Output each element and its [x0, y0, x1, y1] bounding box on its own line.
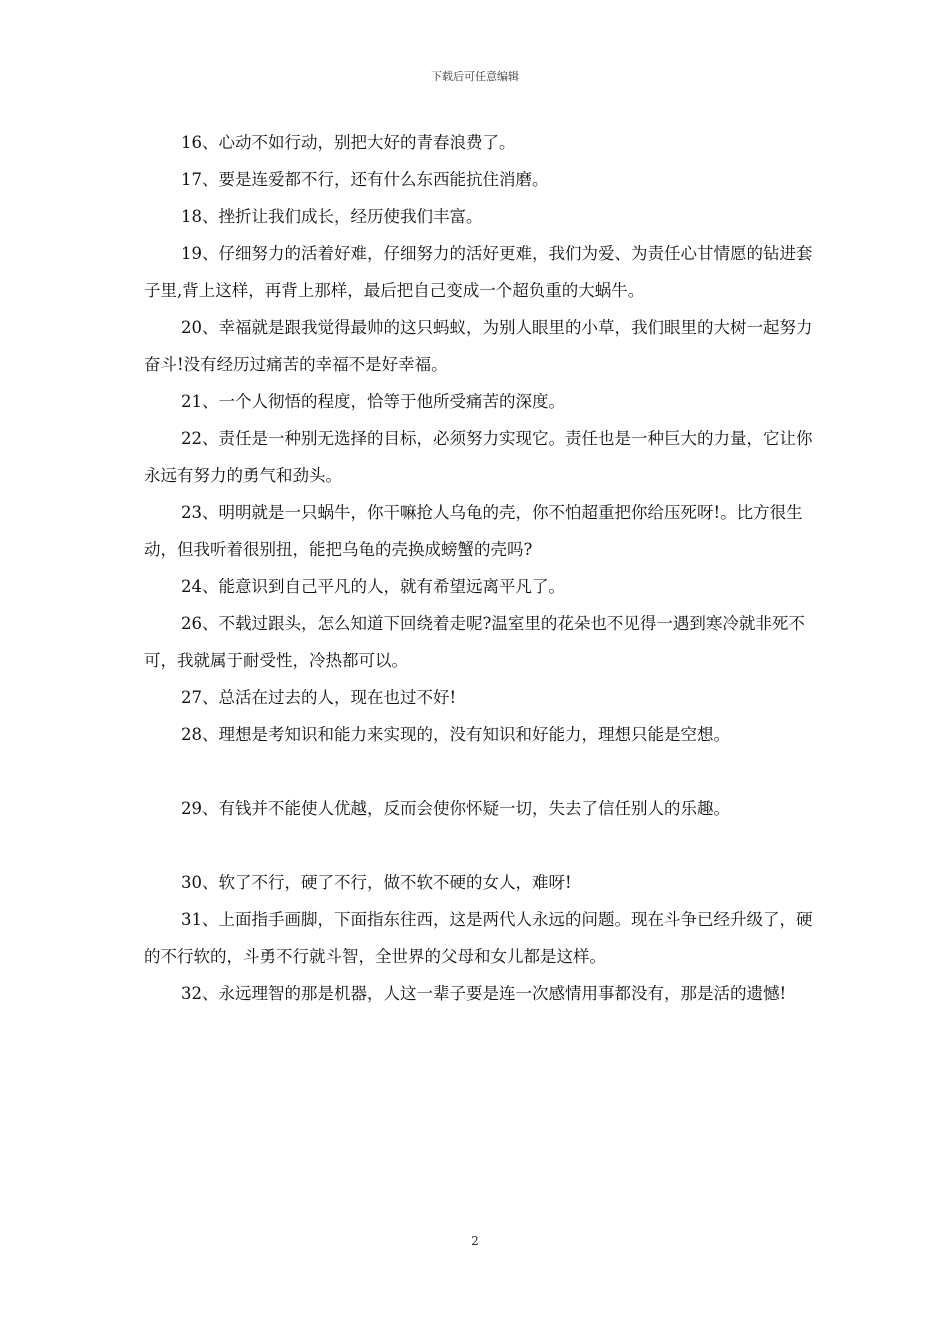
paragraph-27: 27、总活在过去的人，现在也过不好!: [181, 688, 457, 707]
paragraph-32: 32、永远理智的那是机器，人这一辈子要是连一次感情用事都没有，那是活的遗憾!: [181, 984, 787, 1003]
paragraph-16: 16、心动不如行动，别把大好的青春浪费了。: [181, 133, 516, 152]
paragraph-18: 18、挫折让我们成长，经历使我们丰富。: [181, 207, 483, 226]
paragraph-24: 24、能意识到自己平凡的人，就有希望远离平凡了。: [181, 577, 565, 596]
page-number: 2: [471, 1234, 479, 1248]
paragraph-23: 23、明明就是一只蜗牛，你干嘛抢人乌龟的壳，你不怕超重把你给压死呀!。比方很生动，但我听着很别扭，能把乌龟的壳换成螃蟹的壳吗?: [144, 503, 803, 559]
paragraph-30: 30、软了不行，硬了不行，做不软不硬的女人，难呀!: [181, 873, 572, 892]
paragraph-31: 31、上面指手画脚，下面指东往西，这是两代人永远的问题。现在斗争已经升级了，硬的不行软的，斗勇不行就斗智，全世界的父母和女儿都是这样。: [144, 910, 813, 966]
document-body: [144, 124, 820, 1012]
paragraph-19: 19、仔细努力的活着好难，仔细努力的活好更难，我们为爱、为责任心甘情愿的钻进套子里,背上这样，再背上那样，最后把自己变成一个超负重的大蜗牛。: [144, 244, 813, 300]
paragraph-26: 26、不载过跟头，怎么知道下回绕着走呢?温室里的花朵也不见得一遇到寒冷就非死不可，我就属于耐受性，冷热都可以。: [144, 614, 805, 670]
paragraph-29: 29、有钱并不能使人优越，反而会使你怀疑一切，失去了信任别人的乐趣。: [181, 799, 730, 818]
paragraph-28: 28、理想是考知识和能力来实现的，没有知识和好能力，理想只能是空想。: [181, 725, 730, 744]
paragraph-20: 20、幸福就是跟我觉得最帅的这只蚂蚁，为别人眼里的小草，我们眼里的大树一起努力奋斗!没有经历过痛苦的幸福不是好幸福。: [144, 318, 813, 374]
paragraph-17: 17、要是连爱都不行，还有什么东西能抗住消磨。: [181, 170, 549, 189]
paragraph-21: 21、一个人彻悟的程度，恰等于他所受痛苦的深度。: [181, 392, 565, 411]
page-header: 下载后可任意编辑: [431, 70, 519, 83]
paragraph-22: 22、责任是一种别无选择的目标，必须努力实现它。责任也是一种巨大的力量，它让你永远有努力的勇气和劲头。: [144, 429, 813, 485]
